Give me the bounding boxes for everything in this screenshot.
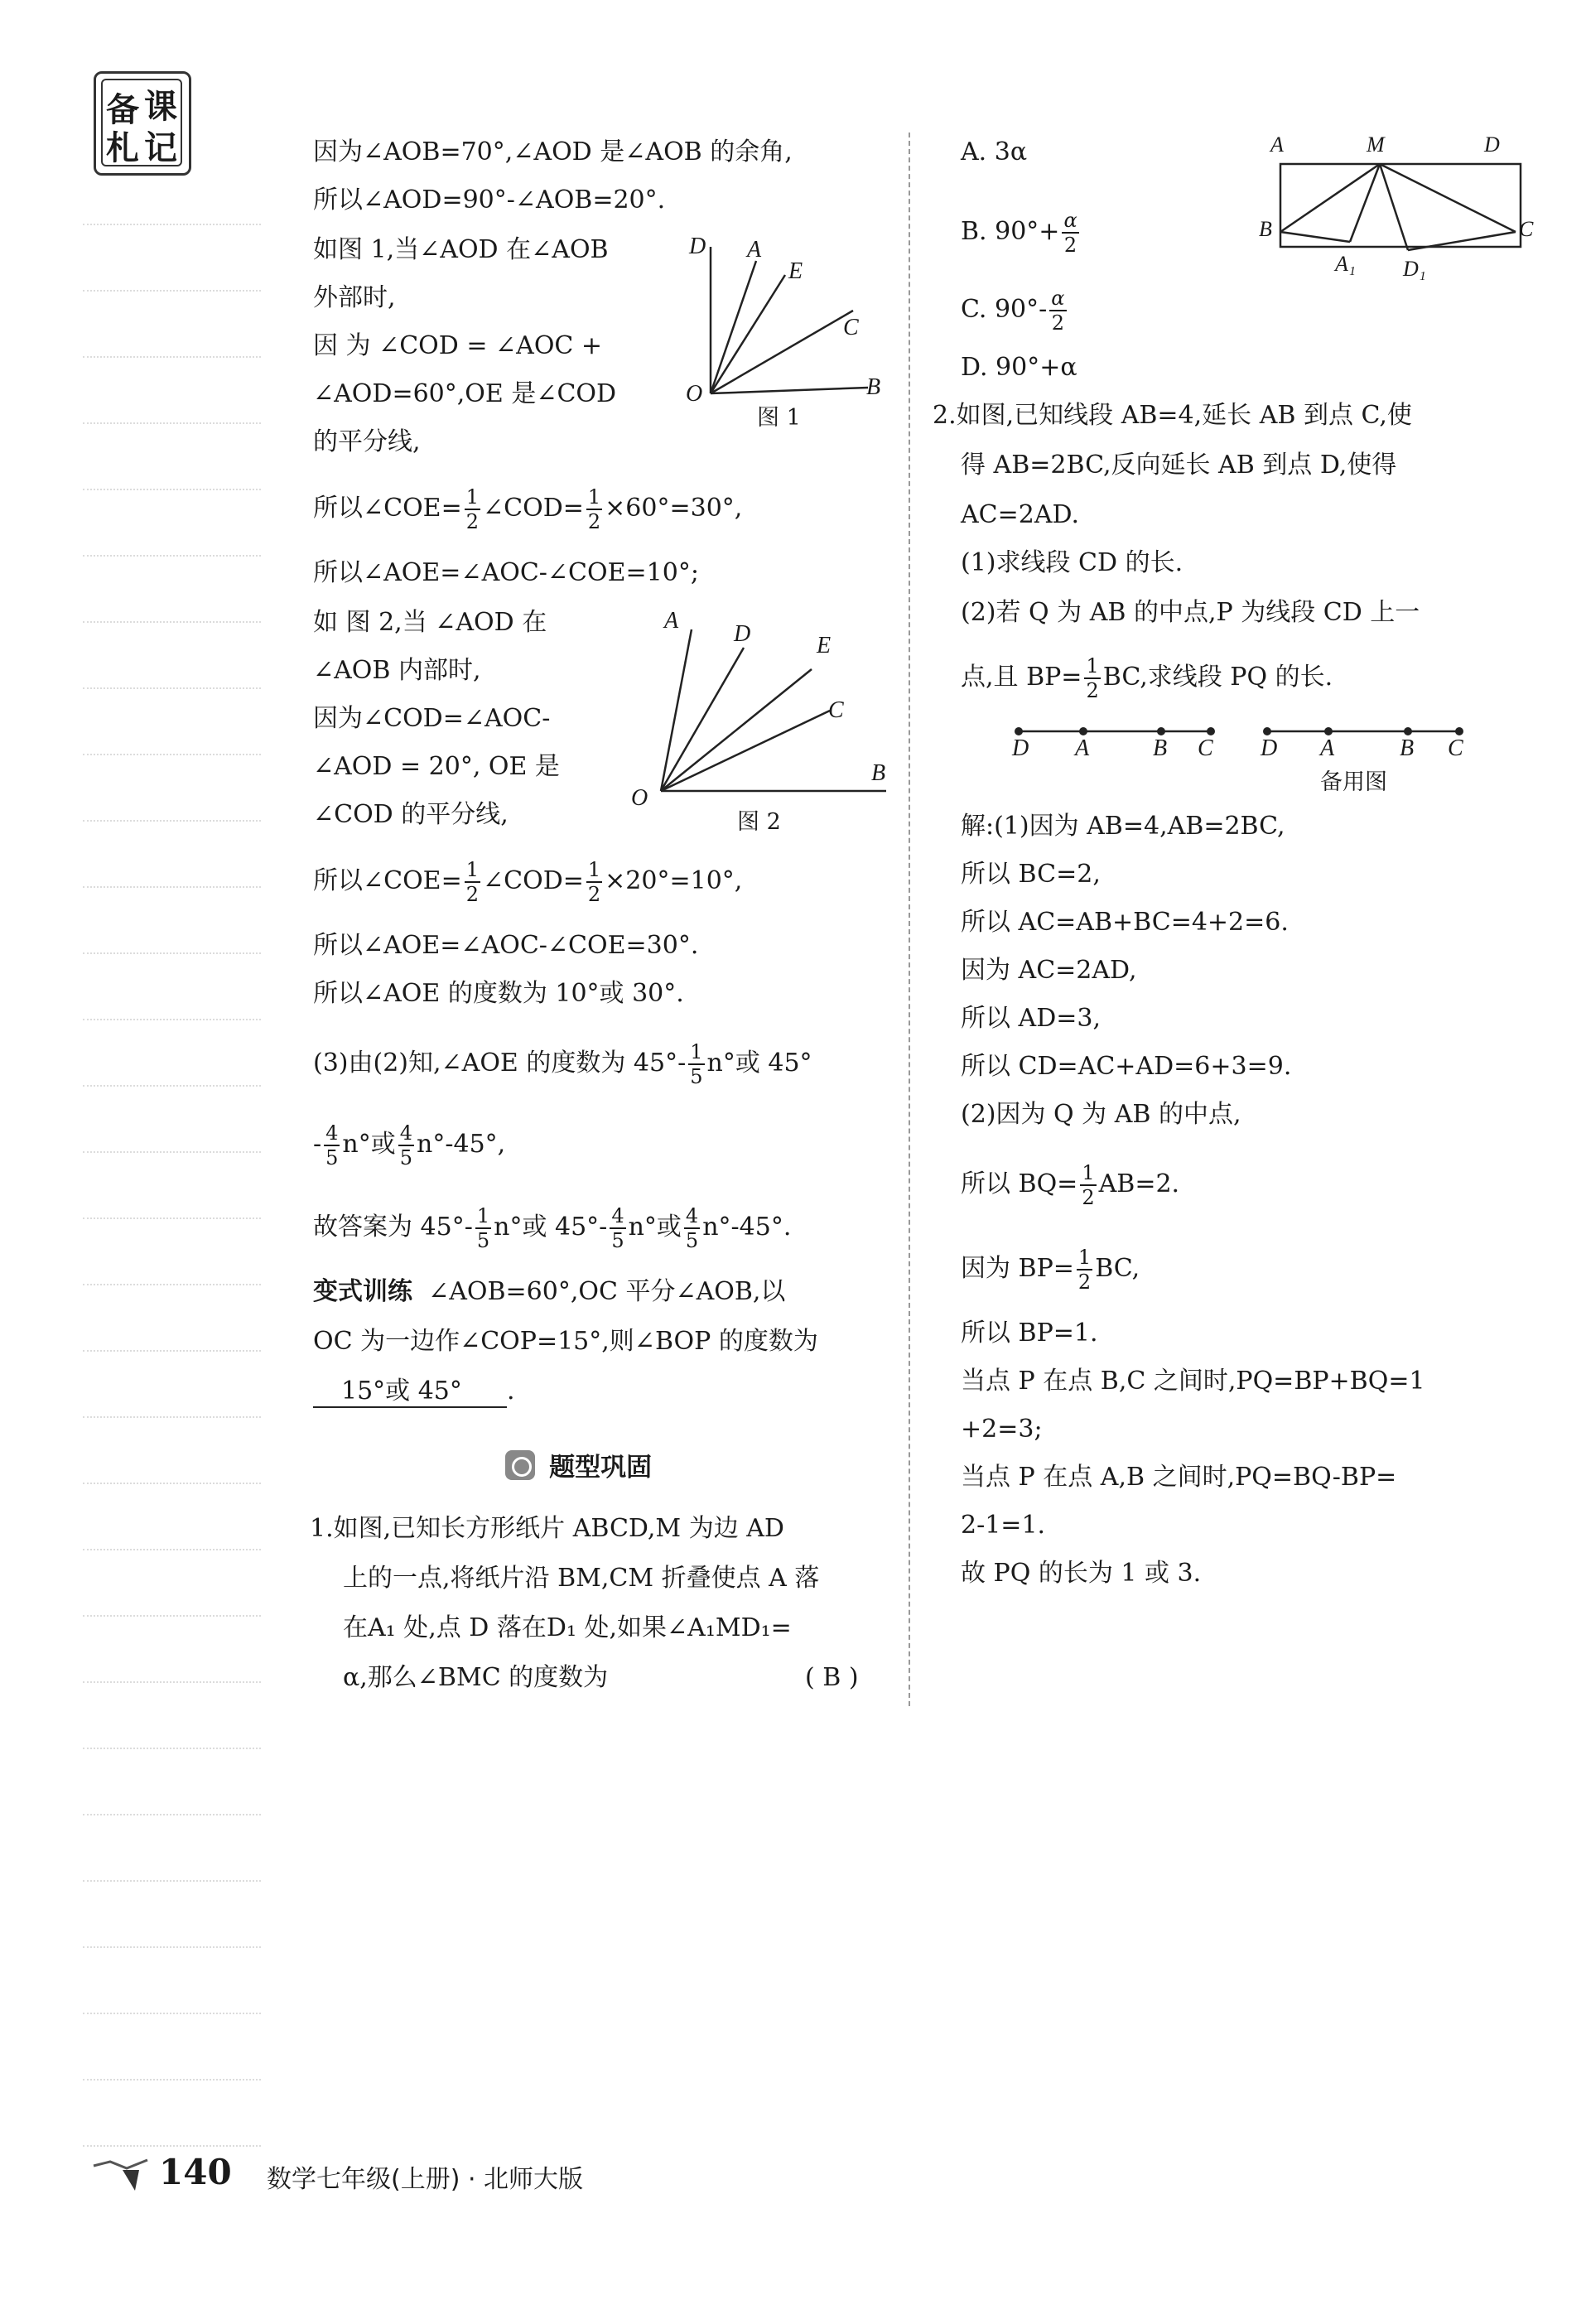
text-segment: 故答案为 45°- (313, 1213, 473, 1242)
rect-label-D: D (1484, 133, 1500, 157)
text-segment: - (313, 1130, 322, 1159)
text-line: AC=2AD. (961, 500, 1080, 529)
text-line: (2)若 Q 为 AB 的中点,P 为线段 CD 上一 (961, 598, 1420, 627)
text-line: 解:(1)因为 AB=4,AB=2BC, (961, 812, 1285, 841)
text-line (961, 1161, 1179, 1209)
segment-figure (1012, 719, 1219, 744)
pen-icon (505, 1450, 535, 1480)
frac-num: 1 (587, 485, 601, 509)
fraction (684, 1204, 700, 1252)
column-divider (909, 133, 910, 1706)
badge-char: 记 (144, 129, 177, 167)
frac-num: 4 (611, 1204, 624, 1227)
fraction (475, 1204, 491, 1252)
text-line (961, 654, 1333, 702)
frac-den: 5 (690, 1065, 703, 1088)
frac-den: 2 (587, 883, 601, 906)
text-line: 外部时, (313, 283, 396, 312)
rectangle-fold-figure (1259, 149, 1532, 273)
badge-char: 札 (106, 129, 139, 167)
fraction (586, 485, 602, 533)
fraction (610, 1204, 625, 1252)
text-segment: n°或 45°- (494, 1213, 608, 1242)
segment-label: D (1261, 735, 1278, 761)
fig1-caption: 图 1 (757, 405, 801, 431)
frac-den: 5 (325, 1146, 339, 1169)
text-line: 所以∠AOD=90°-∠AOB=20°. (313, 186, 666, 215)
text-line (313, 1121, 505, 1169)
fig1-label-B: B (866, 374, 881, 400)
section-header (505, 1446, 653, 1483)
fraction (1080, 1161, 1096, 1209)
frac-num: 1 (1077, 1246, 1092, 1269)
fraction (465, 858, 480, 906)
text-line: 所以 AC=AB+BC=4+2=6. (961, 908, 1289, 937)
frac-num: 1 (587, 858, 601, 881)
fig2-label-E: E (817, 633, 832, 658)
text-segment: ×60°=30°, (605, 494, 743, 523)
text-segment: 所以 BQ= (961, 1169, 1078, 1198)
frac-den: 5 (685, 1229, 699, 1252)
rect-label-C: C (1519, 217, 1534, 241)
frac-den: 5 (611, 1229, 624, 1252)
text-line (313, 858, 742, 906)
text-line: α,那么∠BMC 的度数为 (343, 1663, 609, 1692)
text-line: 得 AB=2BC,反向延长 AB 到点 D,使得 (961, 451, 1397, 480)
book-title: 数学七年级(上册) · 北师大版 (267, 2165, 584, 2194)
text-line: 所以 BP=1. (961, 1319, 1098, 1348)
text-line: 因 为 ∠COD = ∠AOC + (313, 331, 603, 360)
page-number: 140 (159, 2152, 232, 2192)
text-line: 所以 CD=AC+AD=6+3=9. (961, 1052, 1292, 1081)
figure-2 (646, 605, 894, 803)
text-segment: 所以∠COE= (313, 494, 462, 523)
text-segment: C. 90°- (961, 295, 1048, 324)
badge-char: 课 (144, 88, 177, 126)
fig2-label-C: C (828, 697, 844, 723)
text-segment: n°或 (342, 1130, 396, 1159)
text-segment: 点,且 BP= (961, 663, 1082, 692)
text-segment: 因为 BP= (961, 1254, 1074, 1283)
text-line: 2-1=1. (961, 1511, 1046, 1540)
text-segment: n°-45°, (417, 1130, 506, 1159)
fraction (398, 1121, 414, 1169)
text-line: 所以∠AOE=∠AOC-∠COE=30°. (313, 931, 699, 960)
text-segment: ×20°=10°, (605, 866, 743, 895)
fraction (1062, 209, 1078, 257)
fraction (1077, 1246, 1092, 1294)
frac-den: 2 (1077, 1270, 1092, 1294)
text-segment: 所以∠COE= (313, 866, 462, 895)
notes-badge (94, 71, 191, 176)
text-line: 在A₁ 处,点 D 落在D₁ 处,如果∠A₁MD₁= (343, 1613, 792, 1642)
text-line: ∠AOB 内部时, (313, 656, 481, 685)
text-segment: (3)由(2)知,∠AOE 的度数为 45°- (313, 1049, 687, 1078)
text-segment: n°或 45° (706, 1049, 812, 1078)
rect-label-M: M (1367, 133, 1385, 157)
rect-label-A: A (1270, 133, 1284, 157)
text-line: 如图 1,当∠AOD 在∠AOB (313, 235, 609, 264)
text-line: 上的一点,将纸片沿 BM,CM 折叠使点 A 落 (343, 1564, 820, 1593)
answer-line (313, 1375, 515, 1408)
fig1-label-O: O (686, 381, 703, 407)
text-line: 1.如图,已知长方形纸片 ABCD,M 为边 AD (310, 1514, 784, 1543)
text-line: 因为∠COD=∠AOC- (313, 704, 551, 733)
text-segment: ∠COD= (483, 494, 584, 523)
frac-num: α (1051, 287, 1065, 310)
rect-label-D1: D₁ (1403, 257, 1426, 281)
fig2-label-A: A (664, 608, 679, 634)
segment-label: B (1153, 735, 1168, 761)
segment-label: D (1012, 735, 1029, 761)
fig1-label-A: A (747, 237, 762, 263)
fraction (324, 1121, 340, 1169)
text-line (961, 1246, 1140, 1294)
frac-den: 2 (1051, 311, 1065, 335)
text-line: +2=3; (961, 1415, 1043, 1444)
text-segment: . (507, 1377, 515, 1405)
text-segment: B. 90°+ (961, 217, 1060, 246)
text-line: 如 图 2,当 ∠AOD 在 (313, 608, 547, 637)
text-segment: ∠COD= (483, 866, 584, 895)
rect-label-A1: A₁ (1335, 252, 1356, 276)
text-line: ∠COD 的平分线, (313, 800, 509, 829)
option-d: D. 90°+α (961, 353, 1077, 382)
text-line: 的平分线, (313, 427, 421, 456)
rect-label-B: B (1259, 217, 1272, 241)
text-line: 所以 AD=3, (961, 1004, 1102, 1033)
fig1-label-D: D (689, 234, 706, 259)
option-a: A. 3α (961, 137, 1028, 166)
frac-den: 2 (587, 510, 601, 533)
segment-label: A (1320, 735, 1335, 761)
frac-num: 1 (1082, 1161, 1095, 1184)
text-line (313, 1204, 791, 1252)
fig2-label-B: B (871, 760, 886, 786)
text-line: 当点 P 在点 A,B 之间时,PQ=BQ-BP= (961, 1463, 1397, 1492)
frac-num: 1 (1086, 654, 1099, 677)
frac-den: 2 (465, 883, 480, 906)
segment-label: C (1198, 735, 1213, 761)
badge-char: 备 (106, 91, 139, 129)
text-segment: BC,求线段 PQ 的长. (1102, 663, 1333, 692)
frac-num: 4 (325, 1121, 339, 1145)
variant-title: 变式训练 (313, 1277, 412, 1306)
frac-num: 1 (690, 1040, 703, 1063)
option-c (961, 287, 1069, 335)
frac-den: 2 (1086, 679, 1099, 702)
spare-figure-caption: 备用图 (1320, 769, 1387, 795)
option-b (961, 209, 1082, 257)
section-title: 题型巩固 (549, 1453, 653, 1483)
segment-label: C (1448, 735, 1463, 761)
frac-den: 5 (399, 1146, 413, 1169)
frac-den: 5 (476, 1229, 490, 1252)
frac-den: 2 (465, 510, 480, 533)
text-line: 所以 BC=2, (961, 860, 1101, 889)
text-line (313, 1275, 785, 1309)
fraction (688, 1040, 704, 1088)
fig2-caption: 图 2 (737, 809, 781, 835)
text-segment: ∠AOB=60°,OC 平分∠AOB,以 (428, 1277, 786, 1306)
text-line: 因为 AC=2AD, (961, 956, 1137, 985)
footer-ornament-icon (89, 2153, 156, 2195)
frac-num: 1 (465, 485, 480, 509)
segment-label: A (1075, 735, 1090, 761)
text-line (313, 1040, 812, 1088)
fraction (465, 485, 480, 533)
text-line: 所以∠AOE 的度数为 10°或 30°. (313, 979, 684, 1008)
frac-num: 4 (685, 1204, 699, 1227)
variant-answer: 15°或 45° (313, 1377, 507, 1408)
text-line: 所以∠AOE=∠AOC-∠COE=10°; (313, 558, 699, 587)
text-line: 因为∠AOB=70°,∠AOD 是∠AOB 的余角, (313, 137, 793, 166)
text-segment: n°-45°. (702, 1213, 792, 1242)
spare-segment-figure (1261, 719, 1468, 744)
text-segment: AB=2. (1098, 1169, 1180, 1198)
frac-den: 2 (1082, 1186, 1095, 1209)
frac-num: 1 (465, 858, 480, 881)
text-segment: BC, (1095, 1254, 1140, 1283)
fraction (586, 858, 602, 906)
q1-answer: ( B ) (805, 1663, 859, 1692)
text-line: ∠AOD=60°,OE 是∠COD (313, 379, 617, 408)
frac-num: α (1063, 209, 1077, 232)
fig1-label-E: E (788, 258, 803, 284)
frac-den: 2 (1063, 234, 1077, 257)
fig1-label-C: C (843, 315, 859, 340)
fig2-label-D: D (734, 621, 751, 647)
text-line: 当点 P 在点 B,C 之间时,PQ=BP+BQ=1 (961, 1367, 1425, 1396)
text-line: 故 PQ 的长为 1 或 3. (961, 1559, 1202, 1588)
fraction (1049, 287, 1066, 335)
fraction (1084, 654, 1100, 702)
text-line: (1)求线段 CD 的长. (961, 548, 1183, 577)
segment-label: B (1400, 735, 1415, 761)
frac-num: 4 (399, 1121, 413, 1145)
text-line (313, 485, 742, 533)
text-segment: n°或 (628, 1213, 682, 1242)
fig2-label-O: O (631, 785, 648, 811)
frac-num: 1 (476, 1204, 490, 1227)
text-line: OC 为一边作∠COP=15°,则∠BOP 的度数为 (313, 1327, 818, 1356)
text-line: (2)因为 Q 为 AB 的中点, (961, 1100, 1241, 1129)
text-line: 2.如图,已知线段 AB=4,延长 AB 到点 C,使 (933, 401, 1412, 430)
text-line: ∠AOD = 20°, OE 是 (313, 752, 560, 781)
